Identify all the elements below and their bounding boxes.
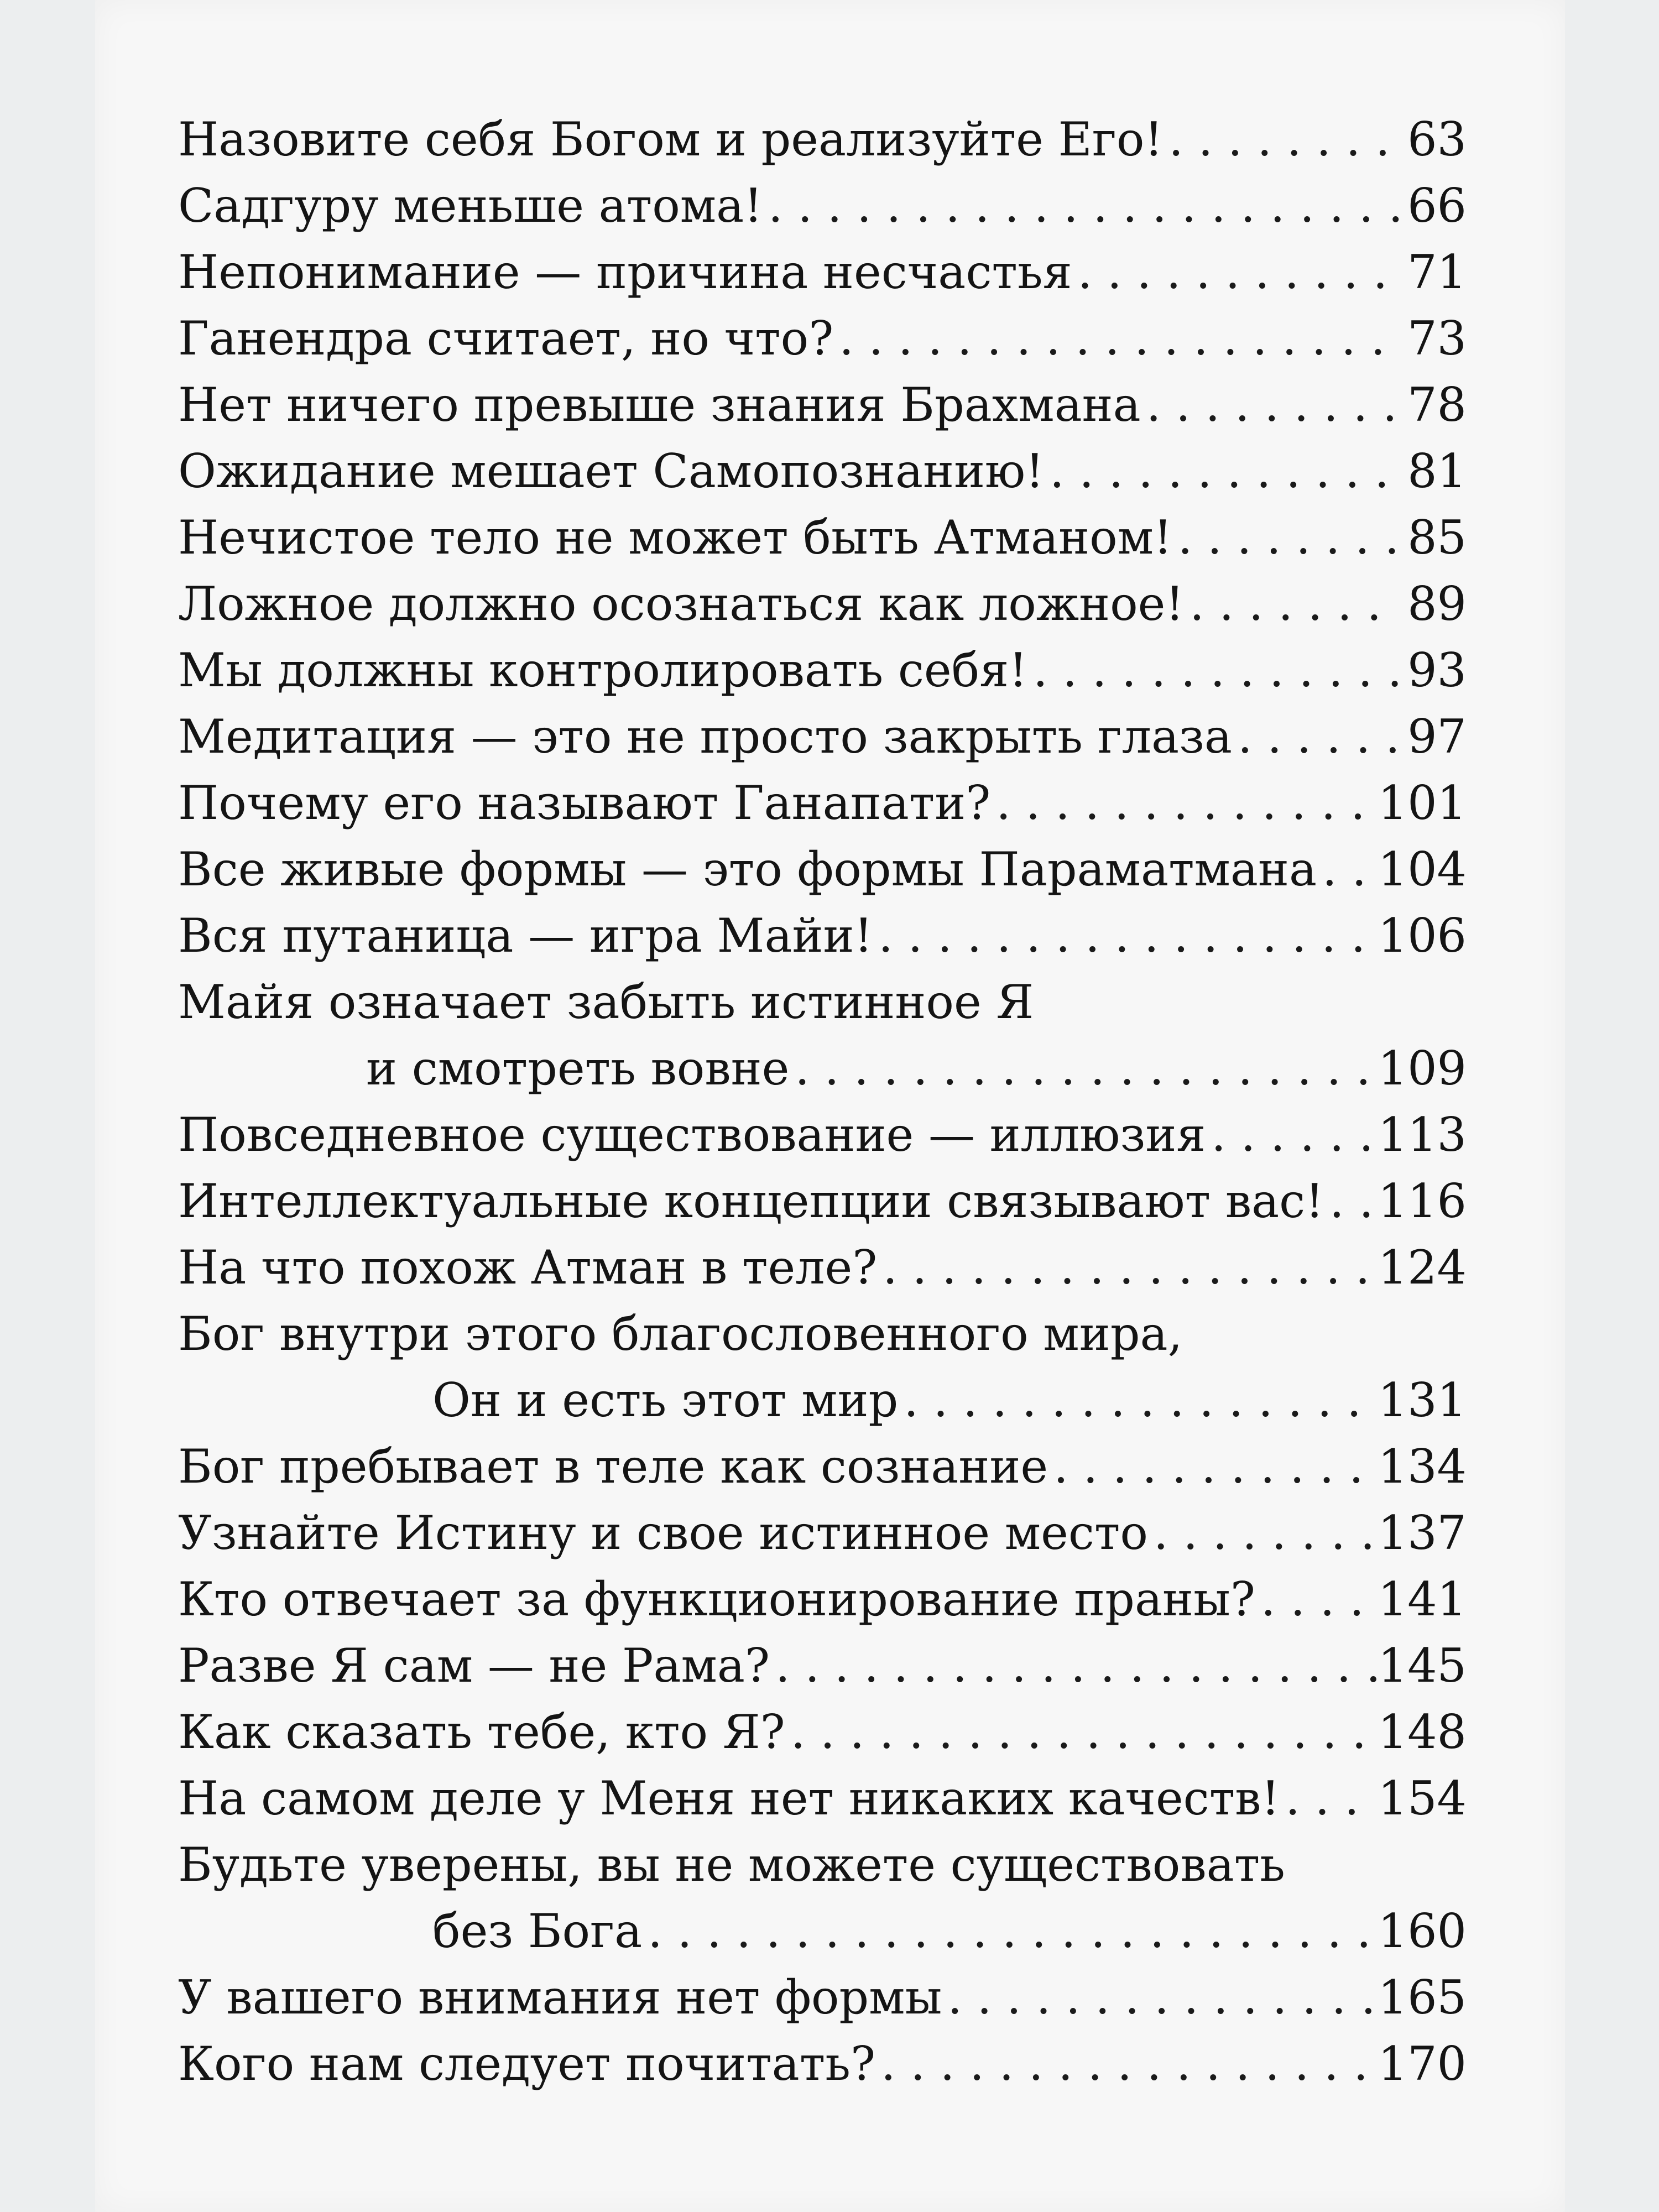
toc-entry <box>178 1765 1467 1832</box>
toc-entry <box>178 571 1467 637</box>
dot-leader <box>877 1234 1378 1301</box>
toc-entry-title: На самом деле у Меня нет никаких качеств! <box>178 1771 1280 1825</box>
toc-entry <box>178 1433 1467 1500</box>
toc-entry-title: Бог пребывает в теле как сознание <box>178 1439 1048 1494</box>
toc-entry-first-line <box>178 1301 1467 1367</box>
toc-entry <box>178 106 1467 173</box>
toc-entry-page: 104 <box>1378 842 1467 896</box>
toc-entry <box>178 637 1467 703</box>
toc-entry-title-continued: и смотреть вовне <box>366 1041 790 1095</box>
toc-entry-first-line <box>178 969 1467 1035</box>
toc-entry <box>178 770 1467 836</box>
toc-entry-title: Кого нам следует почитать? <box>178 2037 875 2091</box>
toc-entry-title: Повседневное существование — иллюзия <box>178 1108 1206 1162</box>
toc-entry-page: 116 <box>1378 1174 1467 1228</box>
toc-entry <box>178 1102 1467 1168</box>
toc-entry-page: 93 <box>1407 643 1467 697</box>
dot-leader <box>1141 372 1400 438</box>
dot-leader <box>833 305 1400 372</box>
toc-entry-page: 101 <box>1378 776 1467 830</box>
dot-leader <box>763 173 1400 239</box>
toc-entry-title: Кто отвечает за функционирование праны? <box>178 1572 1255 1626</box>
toc-entry-page: 134 <box>1378 1439 1467 1494</box>
dot-leader <box>642 1898 1378 1964</box>
toc-entry-title: Назовите себя Богом и реализуйте Его! <box>178 112 1164 166</box>
toc-entry-page: 63 <box>1407 112 1467 166</box>
toc-entry-page: 113 <box>1378 1108 1467 1162</box>
toc-entry <box>178 372 1467 438</box>
table-of-contents <box>178 106 1467 2197</box>
dot-leader <box>1072 239 1400 305</box>
toc-entry-title-continued: Он и есть этот мир <box>432 1373 899 1427</box>
toc-entry-continuation <box>178 1367 1467 1433</box>
toc-entry <box>178 1566 1467 1632</box>
toc-entry <box>178 1699 1467 1765</box>
dot-leader <box>789 1035 1378 1102</box>
toc-entry-title: Садгуру меньше атома! <box>178 179 763 233</box>
dot-leader <box>875 2031 1378 2097</box>
toc-entry-title: Медитация — это не просто закрыть глаза <box>178 709 1232 764</box>
dot-leader <box>898 1367 1378 1433</box>
toc-entry-page: 73 <box>1407 311 1467 366</box>
toc-entry <box>178 1964 1467 2031</box>
dot-leader <box>990 770 1378 836</box>
toc-entry-title: На что похож Атман в теле? <box>178 1240 878 1295</box>
toc-entry <box>178 1500 1467 1566</box>
toc-entry-first-line <box>178 1832 1467 1898</box>
toc-entry-page: 170 <box>1378 2037 1467 2091</box>
toc-entry-page: 124 <box>1378 1240 1467 1295</box>
toc-entry-continuation <box>178 1035 1467 1102</box>
toc-entry <box>178 1234 1467 1301</box>
toc-entry-title-continued: без Бога <box>432 1904 643 1958</box>
toc-entry-title: Разве Я сам — не Рама? <box>178 1639 770 1693</box>
toc-entry <box>178 703 1467 770</box>
toc-entry <box>178 2031 1467 2097</box>
toc-entry-page: 148 <box>1378 1705 1467 1759</box>
toc-entry-title: Нечистое тело не может быть Атманом! <box>178 510 1172 565</box>
toc-entry-page: 137 <box>1378 1506 1467 1560</box>
toc-entry-title: Нет ничего превыше знания Брахмана <box>178 378 1141 432</box>
toc-entry <box>178 239 1467 305</box>
toc-entry <box>178 1168 1467 1234</box>
dot-leader <box>770 1632 1378 1699</box>
toc-entry-title: У вашего внимания нет формы <box>178 1970 942 2025</box>
toc-entry-page: 141 <box>1378 1572 1467 1626</box>
book-page <box>95 0 1565 2212</box>
dot-leader <box>1163 106 1400 173</box>
toc-entry <box>178 504 1467 571</box>
dot-leader <box>785 1699 1378 1765</box>
toc-entry-page: 109 <box>1378 1041 1467 1095</box>
toc-entry <box>178 305 1467 372</box>
dot-leader <box>1206 1102 1378 1168</box>
toc-entry-page: 165 <box>1378 1970 1467 2025</box>
dot-leader <box>1172 504 1400 571</box>
dot-leader <box>1232 703 1400 770</box>
toc-entry-title: Ложное должно осознаться как ложное! <box>178 577 1185 631</box>
toc-entry-title: Мы должны контролировать себя! <box>178 643 1027 697</box>
dot-leader <box>1044 438 1400 504</box>
toc-entry-title: Узнайте Истину и свое истинное место <box>178 1506 1148 1560</box>
dot-leader <box>1048 1433 1378 1500</box>
toc-entry-title: Будьте уверены, вы не можете существовать <box>178 1838 1285 1892</box>
toc-entry <box>178 173 1467 239</box>
dot-leader <box>873 902 1378 969</box>
toc-entry <box>178 836 1467 902</box>
toc-entry-title: Вся путаница — игра Майи! <box>178 909 873 963</box>
dot-leader <box>1184 571 1400 637</box>
toc-entry-title: Бог внутри этого благословенного мира, <box>178 1307 1183 1361</box>
toc-entry-title: Непонимание — причина несчастья <box>178 245 1072 299</box>
dot-leader <box>1324 1168 1378 1234</box>
toc-entry-page: 145 <box>1378 1639 1467 1693</box>
toc-entry-title: Ганендра считает, но что? <box>178 311 834 366</box>
dot-leader <box>1027 637 1400 703</box>
dot-leader <box>1148 1500 1378 1566</box>
toc-entry-page: 131 <box>1378 1373 1467 1427</box>
toc-entry-page: 66 <box>1407 179 1467 233</box>
dot-leader <box>1280 1765 1378 1832</box>
toc-entry-page: 78 <box>1407 378 1467 432</box>
toc-entry-title: Интеллектуальные концепции связывают вас! <box>178 1174 1324 1228</box>
toc-entry-page: 89 <box>1407 577 1467 631</box>
dot-leader <box>1317 836 1378 902</box>
toc-entry-page: 85 <box>1407 510 1467 565</box>
toc-entry-page: 160 <box>1378 1904 1467 1958</box>
toc-entry-page: 97 <box>1407 709 1467 764</box>
toc-entry-continuation <box>178 1898 1467 1964</box>
toc-entry-page: 71 <box>1407 245 1467 299</box>
toc-entry-title: Майя означает забыть истинное Я <box>178 975 1034 1029</box>
toc-entry-title: Все живые формы — это формы Параматмана <box>178 842 1317 896</box>
toc-entry-page: 81 <box>1407 444 1467 498</box>
toc-entry-page: 154 <box>1378 1771 1467 1825</box>
dot-leader <box>942 1964 1378 2031</box>
toc-entry-title: Почему его называют Ганапати? <box>178 776 991 830</box>
toc-entry-page: 106 <box>1378 909 1467 963</box>
toc-entry <box>178 1632 1467 1699</box>
toc-entry <box>178 902 1467 969</box>
toc-entry <box>178 438 1467 504</box>
toc-entry-title: Как сказать тебе, кто Я? <box>178 1705 785 1759</box>
dot-leader <box>1255 1566 1378 1632</box>
toc-entry-title: Ожидание мешает Самопознанию! <box>178 444 1044 498</box>
